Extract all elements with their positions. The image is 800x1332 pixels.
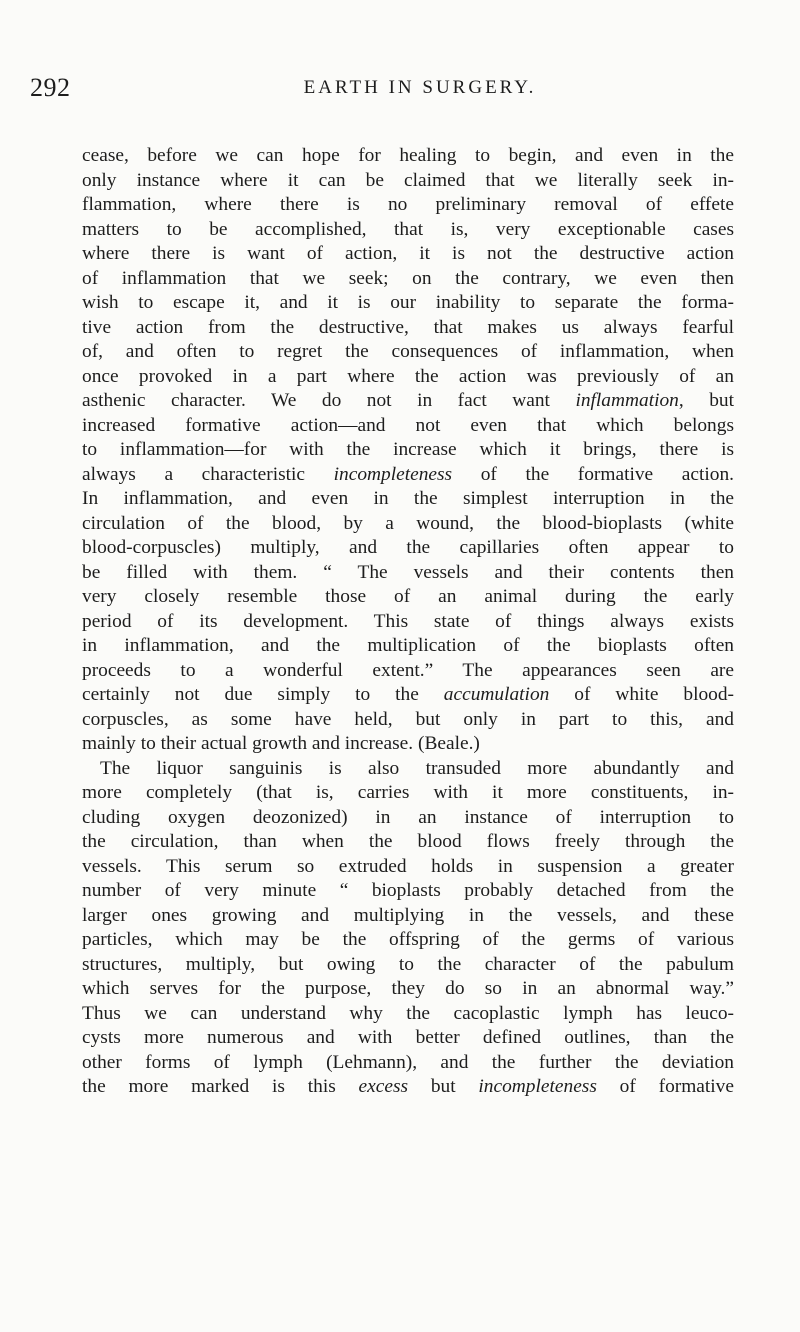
text-run: cease, before we can hope for healing to begin, and even in the bbox=[82, 145, 734, 166]
text-line bbox=[82, 1026, 734, 1051]
text-line bbox=[82, 463, 734, 488]
text-line bbox=[82, 1051, 734, 1076]
text-line bbox=[82, 708, 734, 733]
text-run: of the formative action. bbox=[452, 463, 734, 485]
text-run: number of very minute “ bioplasts probably detached from the bbox=[82, 880, 734, 901]
text-line bbox=[82, 487, 734, 512]
text-line bbox=[82, 1075, 734, 1100]
text-run: of white blood- bbox=[549, 684, 735, 705]
text-run: increased formative action—and not even that which belongs bbox=[82, 414, 734, 436]
text-line bbox=[82, 193, 734, 218]
text-run: cysts more numerous and with better defined outlines, than the bbox=[82, 1027, 734, 1048]
text-run: In inflammation, and even in the simplest interruption in the bbox=[82, 488, 734, 509]
text-run: of inflammation that we seek; on the contrary, we even then bbox=[82, 267, 734, 289]
text-run: corpuscles, as some have held, but only in part to this, and bbox=[82, 708, 734, 730]
text-run: tive action from the destructive, that makes us always fearful bbox=[82, 316, 734, 338]
text-run: only instance where it can be claimed that we literally seek in- bbox=[82, 169, 734, 191]
text-line bbox=[82, 561, 734, 586]
text-line bbox=[82, 169, 734, 194]
body-text bbox=[82, 144, 734, 1100]
text-line bbox=[82, 414, 734, 439]
text-line bbox=[82, 1002, 734, 1027]
text-run: structures, multiply, but owing to the character of the pabulum bbox=[82, 953, 734, 975]
text-line bbox=[82, 659, 734, 684]
text-line bbox=[82, 610, 734, 635]
text-line bbox=[82, 340, 734, 365]
text-line bbox=[82, 977, 734, 1002]
italic-phrase: excess bbox=[358, 1076, 409, 1097]
text-line bbox=[82, 732, 734, 757]
text-line bbox=[82, 389, 734, 414]
text-line bbox=[82, 855, 734, 880]
text-run: wish to escape it, and it is our inability to separate the forma- bbox=[82, 292, 734, 313]
text-run: once provoked in a part where the action was previously of an bbox=[82, 365, 734, 387]
text-run: in inflammation, and the multiplication of the bioplasts often bbox=[82, 635, 734, 656]
text-run: , but bbox=[678, 390, 734, 411]
text-run: period of its development. This state of things always exists bbox=[82, 610, 734, 632]
text-line bbox=[82, 928, 734, 953]
italic-phrase: accumulation bbox=[443, 684, 550, 705]
text-run: the more marked is this bbox=[82, 1076, 359, 1097]
text-run: larger ones growing and multiplying in the vessels, and these bbox=[82, 904, 734, 926]
text-run: of formative bbox=[596, 1076, 734, 1097]
text-run: which serves for the purpose, they do so in an abnormal way.” bbox=[82, 978, 734, 999]
text-line bbox=[82, 316, 734, 341]
text-line bbox=[82, 291, 734, 316]
italic-phrase: inflammation bbox=[575, 390, 679, 411]
text-line bbox=[82, 879, 734, 904]
text-line bbox=[82, 757, 734, 782]
text-line bbox=[82, 806, 734, 831]
text-line bbox=[82, 536, 734, 561]
text-run: circulation of the blood, by a wound, the blood-bioplasts (white bbox=[82, 512, 734, 534]
text-line bbox=[82, 144, 734, 169]
text-run: vessels. This serum so extruded holds in suspension a greater bbox=[82, 855, 734, 877]
text-run: to inflammation—for with the increase which it brings, there is bbox=[82, 439, 734, 460]
text-run: very closely resemble those of an animal during the early bbox=[82, 586, 734, 607]
text-run: asthenic character. We do not in fact want bbox=[82, 390, 576, 411]
text-run: Thus we can understand why the cacoplastic lymph has leuco- bbox=[82, 1002, 734, 1024]
text-line bbox=[82, 218, 734, 243]
text-run: but bbox=[408, 1076, 479, 1097]
text-run: cluding oxygen deozonized) in an instance of interruption to bbox=[82, 806, 734, 828]
text-line bbox=[82, 585, 734, 610]
text-run: be filled with them. “ The vessels and their contents then bbox=[82, 561, 734, 583]
text-run: blood-corpuscles) multiply, and the capillaries often appear to bbox=[82, 537, 734, 558]
text-run: where there is want of action, it is not the destructive action bbox=[82, 243, 734, 264]
page-number: 292 bbox=[30, 73, 71, 102]
text-line bbox=[82, 512, 734, 537]
text-line bbox=[82, 634, 734, 659]
running-head: EARTH IN SURGERY. bbox=[303, 77, 537, 98]
text-line bbox=[82, 904, 734, 929]
text-run: always a characteristic bbox=[82, 463, 334, 485]
text-run: more completely (that is, carries with it more constituents, in- bbox=[82, 782, 734, 803]
text-line bbox=[82, 683, 734, 708]
page-header bbox=[30, 73, 770, 109]
text-run: certainly not due simply to the bbox=[82, 684, 444, 705]
text-line bbox=[82, 830, 734, 855]
text-run: flammation, where there is no preliminary removal of effete bbox=[82, 194, 734, 215]
text-run: the circulation, than when the blood flows freely through the bbox=[82, 831, 734, 852]
text-line bbox=[82, 267, 734, 292]
italic-phrase: incompleteness bbox=[333, 463, 453, 485]
text-line bbox=[82, 438, 734, 463]
text-line bbox=[82, 953, 734, 978]
text-line bbox=[82, 365, 734, 390]
text-run: of, and often to regret the consequences of inflammation, when bbox=[82, 341, 734, 362]
text-run: proceeds to a wonderful extent.” The appearances seen are bbox=[82, 659, 734, 681]
italic-phrase: incompleteness bbox=[478, 1076, 597, 1097]
text-run: particles, which may be the offspring of the germs of various bbox=[82, 929, 734, 950]
text-line bbox=[82, 781, 734, 806]
text-run: other forms of lymph (Lehmann), and the further the deviation bbox=[82, 1051, 734, 1073]
text-run: The liquor sanguinis is also transuded more abundantly and bbox=[100, 757, 734, 779]
text-line bbox=[82, 242, 734, 267]
text-run: mainly to their actual growth and increase. (Beale.) bbox=[82, 733, 480, 754]
text-run: matters to be accomplished, that is, very exceptionable cases bbox=[82, 218, 734, 240]
